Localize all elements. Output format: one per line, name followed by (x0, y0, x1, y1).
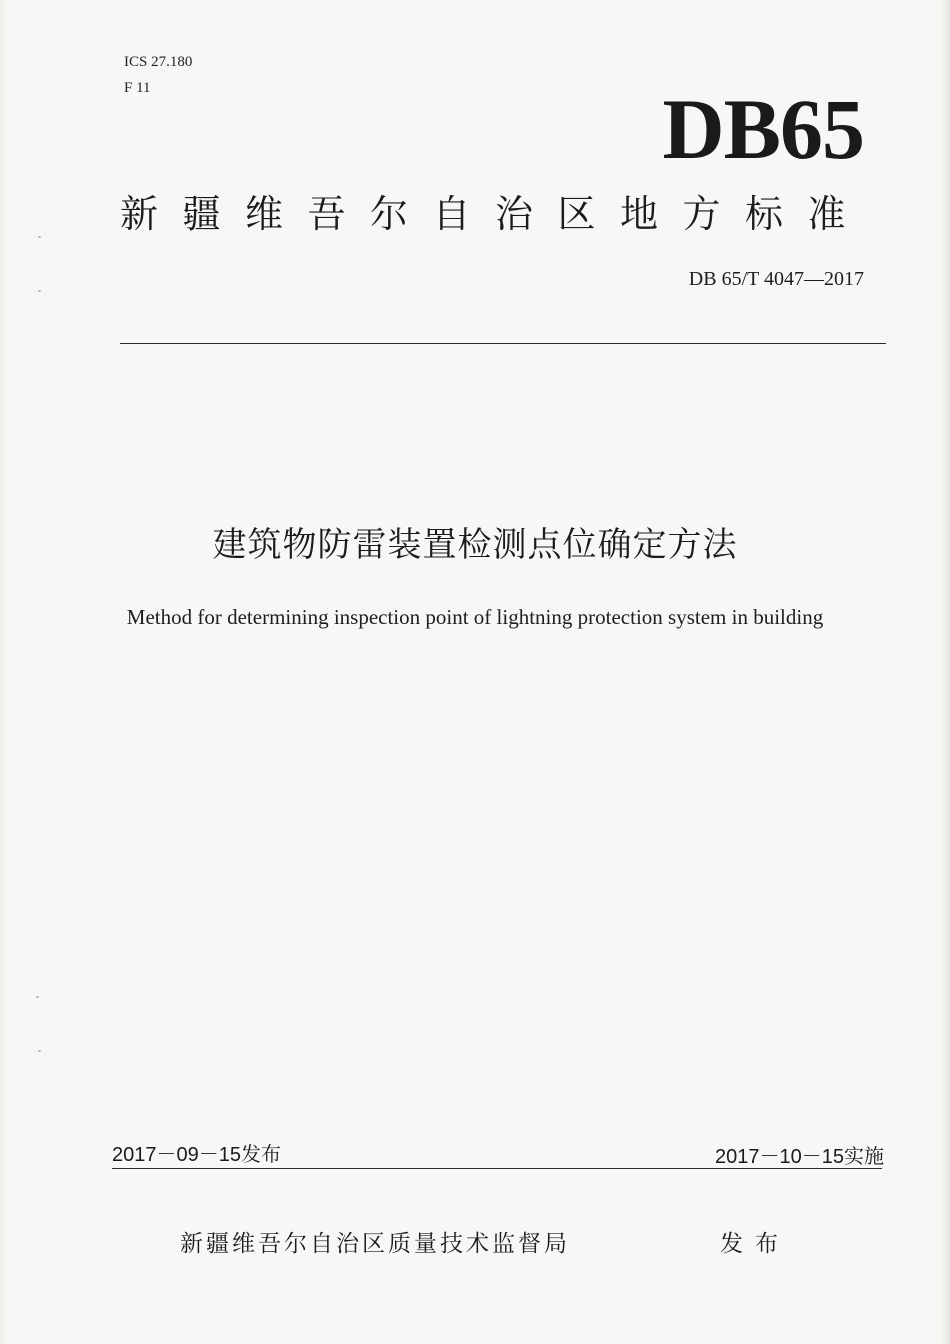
ics-code: ICS 27.180 (124, 54, 193, 70)
scan-speck (38, 236, 41, 238)
publish-label: 发布 (720, 1231, 790, 1257)
scan-edge-left (0, 0, 6, 1344)
document-title-chinese: 建筑物防雷装置检测点位确定方法 (212, 525, 738, 565)
db65-logo: DB65 (662, 81, 864, 177)
scan-speck (36, 996, 39, 998)
bottom-divider-line (112, 1168, 882, 1169)
top-divider-line (120, 343, 886, 344)
implementation-date: 2017－10－15实施 (715, 1146, 884, 1168)
issue-date: 2017－09－15发布 (112, 1144, 281, 1166)
ccs-code: F 11 (124, 80, 151, 96)
standard-type-heading: 新疆维吾尔自治区地方标准 (120, 192, 871, 236)
scan-speck (38, 290, 41, 292)
standard-number: DB 65/T 4047—2017 (688, 268, 864, 290)
issuing-authority: 新疆维吾尔自治区质量技术监督局 (180, 1231, 570, 1257)
scan-edge-right (942, 0, 950, 1344)
scan-speck (38, 1050, 41, 1052)
document-title-english: Method for determining inspection point of lightning protection system in building (126, 605, 824, 629)
